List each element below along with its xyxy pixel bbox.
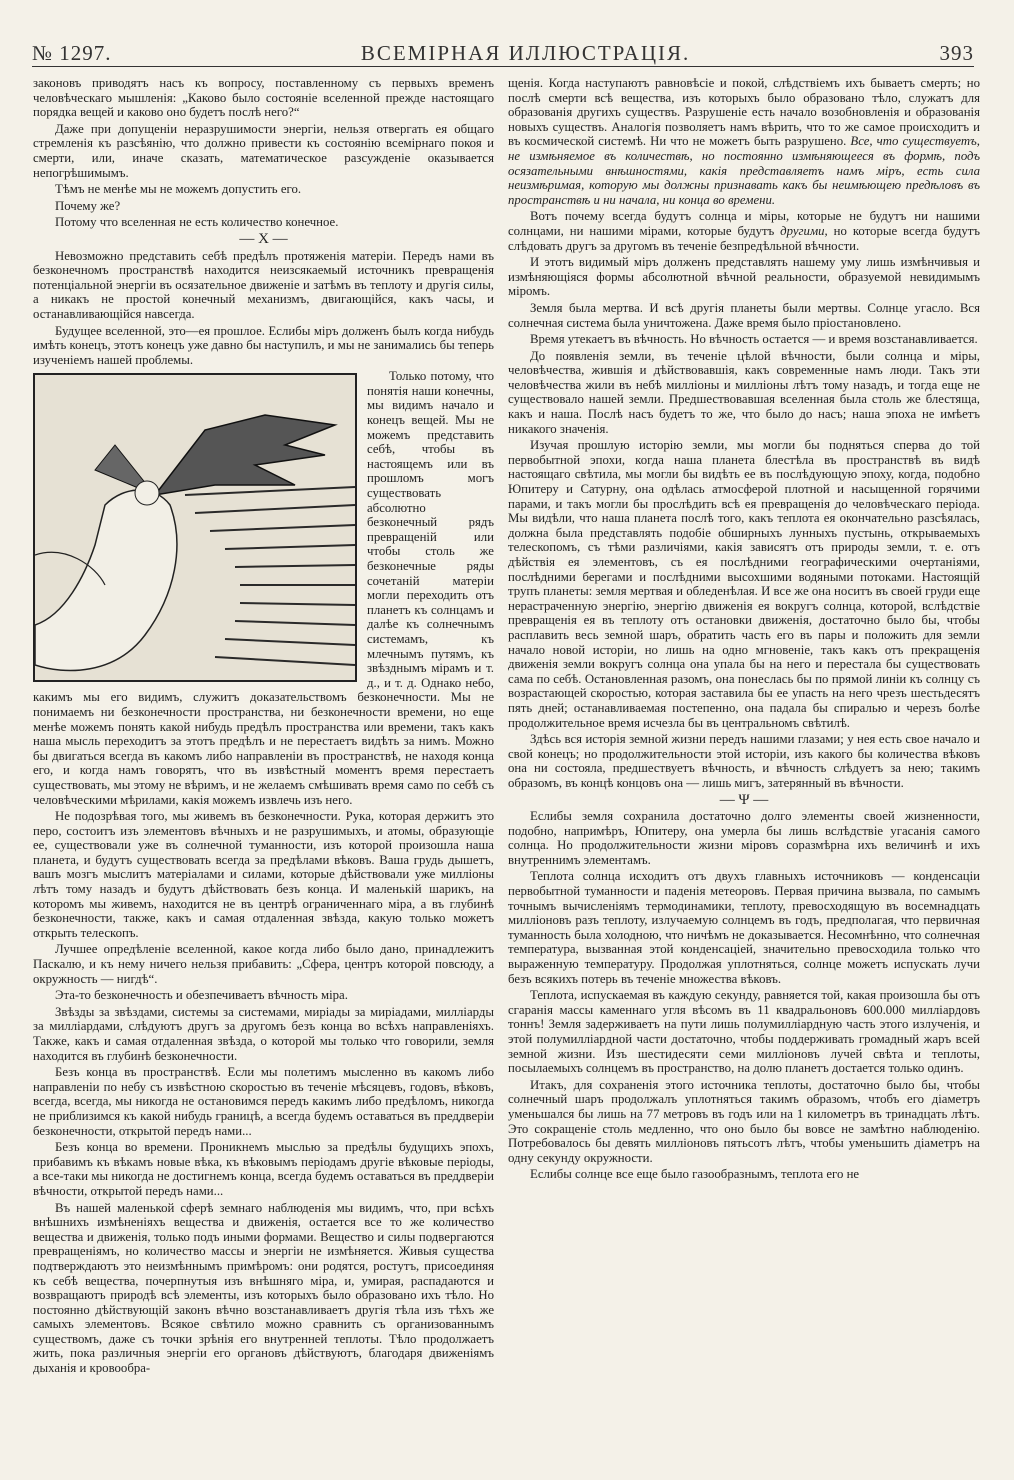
paragraph: Только потому, что понятія наши конечны, мы видимъ начало и конецъ вещей. Мы не можемъ представить себѣ, чтобы въ настоящемъ или въ прошломъ могъ существовать абсолютно безконечный рядъ превращеній или чтобы столь же безконечные ряды сочетаній матеріи могли переходить отъ планетъ къ солнцамъ и далѣе къ солнечнымъ системамъ, къ млечнымъ путямъ, къ звѣзднымъ мірамъ и т. д., и т. д. Однако небо, какимъ мы его видимъ, служитъ доказательствомъ безконечности. Мы не понимаемъ ни безконечности пространства, ни безконечности времени, но еще менѣе можемъ понять какой нибудь предѣлъ пространства или времени, такъ какъ наша мысль переходитъ за этотъ предѣлъ и не перестаетъ видѣть за нимъ. Можно бы двигаться всегда въ какомъ либо направленіи въ пространствѣ, не находя конца его, и когда намъ говорятъ, что въ извѣстный моментъ время перестаетъ существовать, мы этому не вѣримъ, и не желаемъ смѣшивать время само по себѣ съ человѣческими мѣрилами, какія можемъ извлечь изъ него. bbox=[33, 369, 494, 807]
paragraph: Еслибы земля сохранила достаточно долго элементы своей жизненности, подобно, напримѣръ, Юпитеру, она умерла бы лишь вслѣдствіе угасанія самого солнца. Но продолжительности жизни міровъ соразмѣрна ихъ величинѣ и ихъ внутреннимъ элементамъ. bbox=[508, 809, 980, 867]
paragraph: Почему же? bbox=[55, 198, 121, 213]
paragraph: Еслибы солнце все еще было газообразнымъ, теплота его не bbox=[530, 1167, 860, 1182]
paragraph: Безъ конца во времени. Проникнемъ мыслью за предѣлы будущихъ эпохъ, прибавимъ къ вѣкамъ новые вѣка, къ вѣковымъ періодамъ другіе вѣковые періоды, а все-таки мы никогда не достигнемъ конца, всегда будемъ оставаться въ преддверіи вѣчности, открытой передъ нами... bbox=[33, 1140, 494, 1198]
paragraph bbox=[508, 76, 980, 207]
paragraph: Даже при допущеніи неразрушимости энергіи, нельзя отвергать ея общаго стремленія къ разсѣянію, что должно привести къ состоянію всемірнаго покоя и смерти, или, иначе сказать, математическое разсужденіе оказывается непогрѣшимымъ. bbox=[33, 121, 494, 180]
italic-word: другими, bbox=[780, 223, 828, 238]
section-marker-x: — X — bbox=[239, 230, 288, 247]
paragraph bbox=[508, 209, 980, 253]
paragraph: Тѣмъ не менѣе мы не можемъ допустить его. bbox=[55, 182, 302, 197]
paragraph: До появленія земли, въ теченіе цѣлой вѣчности, были солнца и міры, человѣчества, жившія и дѣйствовавшія, какъ современные намъ люди. Такъ эти человѣчества жили въ небѣ милліоны и милліоны лѣтъ тому назадъ, и тогда еще не существовало нашей земли. Предшествовавшая вселенная была столь же блестяща, какъ и наша. Послѣ насъ будетъ то же, что было до насъ; наша эпоха не имѣетъ никакого значенія. bbox=[508, 348, 980, 436]
paragraph: законовъ приводятъ насъ къ вопросу, поставленному съ первыхъ временъ человѣческаго мышленія: „Каково было состояніе вселенной прежде настоящаго порядка вещей и каково оно будетъ послѣ него?“ bbox=[33, 76, 494, 120]
paragraph: Итакъ, для сохраненія этого источника теплоты, достаточно было бы, чтобы солнечный шаръ продолжалъ уплотняться такимъ образомъ, чтобъ его діаметръ уменьшался бы лишь на 77 метровъ въ годъ или на 1 километръ въ тринадцать лѣтъ. Это сокращеніе столь медленно, что оно было бы вовсе не замѣтно наблюденію. Потребовалось бы девять милліоновъ пятьсотъ лѣтъ, чтобы уменьшить діаметръ на одну секунду окружности. bbox=[508, 1077, 980, 1165]
paragraph: И этотъ видимый міръ долженъ представлять нашему уму лишь измѣнчивыя и измѣняющіяся формы абсолютной вѣчной реальности, образуемой невидимымъ міромъ. bbox=[508, 255, 980, 299]
paragraph: Земля была мертва. И всѣ другія планеты были мертвы. Солнце угасло. Вся солнечная система была уничтожена. Даже время было пріостановлено. bbox=[508, 300, 980, 330]
right-column bbox=[508, 76, 980, 1184]
paragraph: Будущее вселенной, это—ея прошлое. Еслибы міръ долженъ былъ когда нибудь имѣть конецъ, этотъ конецъ уже давно бы наступилъ, и мы не занимались бы теперь изученіемъ нашей проблемы. bbox=[33, 323, 494, 367]
paragraph: Потому что вселенная не есть количество конечное. bbox=[55, 215, 339, 230]
journal-title: ВСЕМІРНАЯ ИЛЛЮСТРАЦІЯ. bbox=[360, 41, 691, 65]
paragraph: Въ нашей маленькой сферѣ земнаго наблюденія мы видимъ, что, при всѣхъ внѣшнихъ измѣненіяхъ вещества и движенія, остается все то же количество вещества и движенія, только подъ иными формами. Вещество и силы подвергаются превращеніямъ, но количество массы и энергіи не измѣняется. Живыя существа подтверждаютъ это неизмѣннымъ примѣромъ: они родятся, ростутъ, присоединяя къ себѣ вещества, почерпнутыя изъ внѣшняго міра, и, умирая, распадаются и возвращаютъ природѣ всѣ элементы, изъ которыхъ было образовано ихъ тѣло. Но постоянно дѣйствующій законъ вѣчно возстанавливаетъ другія тѣла изъ тѣхъ же самыхъ элементовъ. Всякое свѣтило можно сравнить съ организованнымъ существомъ, даже съ точки зрѣнія его внутренней теплоты. Тѣло продолжаетъ жить, пока различныя энергіи его органовъ дѣйствуютъ, благодаря движеніямъ дыханія и кровообра- bbox=[33, 1200, 494, 1376]
paragraph: Здѣсь вся исторія земной жизни передъ нашими глазами; у нея есть свое начало и свой конецъ; но продолжительности этой исторіи, изъ какого бы количества вѣковъ она ни состояла, предшествуетъ вѣчность, и вѣчность слѣдуетъ за нею; такимъ образомъ, въ концѣ концовъ она — лишь мигъ, затерянный въ вѣчности. bbox=[508, 732, 980, 790]
paragraph: Изучая прошлую исторію земли, мы могли бы подняться сперва до той первобытной эпохи, когда наша планета блестѣла въ пространствѣ въ видѣ настоящаго свѣтила, мы могли бы видѣть ее въ послѣдующую эпоху, когда, подобно Юпитеру и Сатурну, она одѣлась атмосферой плотной и насыщенной горячими парами, и такъ могли бы прослѣдить всѣ ея превращенія до человѣческаго періода. Мы видѣли, что наша планета послѣ того, какъ теплота ея окончательно разсѣялась, должна была представлять подобіе обширныхъ лунныхъ пустынь, открываемыхъ телескопомъ, съ тѣми различіями, какія зависятъ отъ природы земли, т. е. отъ дѣйствія ея элементовъ, съ ея послѣдними географическими очертаніями, послѣдними берегами и послѣдними высохшими водяными потоками. Настоящій трупъ планеты: земля мертвая и обледенѣлая. И все же она носитъ въ своей груди еще нерастраченную энергію, энергію движенія ея вокругъ солнца, которой, вслѣдствіе превращенія ея въ теплоту отъ остановки движенія, достаточно было бы, чтобы расплавить весь земной шаръ, обратить часть его въ пары и положить для земли начало новой исторіи, но лишь на одно мгновеніе, такъ какъ отъ прекращенія движенія земли вокругъ солнца она упала бы на него и перестала бы существовать сама по себѣ. Остановленная разомъ, она понеслась бы по прямой линіи къ солнцу съ возрастающей скоростью, которая заставила бы ее упасть на него чрезъ шестьдесятъ пять дней; останавливаемая постепенно, она падала бы спиралью и черезъ болѣе продолжительное время исчезла бы въ центральномъ свѣтилѣ. bbox=[508, 438, 980, 730]
section-marker-psi: — Ψ — bbox=[719, 791, 769, 808]
paragraph-text: Вотъ почему всегда будутъ солнца и міры, которые не будутъ ни нашими солнцами, ни нашими мірами, которые будутъ bbox=[508, 209, 980, 238]
paragraph: Эта-то безконечность и обезпечиваетъ вѣчность міра. bbox=[55, 988, 348, 1003]
paragraph: Теплота солнца исходитъ отъ двухъ главныхъ источниковъ — конденсаціи первобытной туманности и паденія метеоровъ. Первая причина вызвала, по самымъ точнымъ вычисленіямъ термодинамики, теплоту, превосходящую въ восемнадцать милліоновъ разъ теплоту, излучаемую солнцемъ въ годъ, предполагая, что первичная туманность была холодною, что ничѣмъ не доказывается. Несомнѣнно, что солнечная температура, вызванная этой конденсаціей, значительно превосходила только что выраженную температуру. Продолжая уплотняться, солнце можетъ испускать лучи безъ всякихъ потерь въ теченіе множества вѣковъ. bbox=[508, 869, 980, 986]
illustration-winged-figure bbox=[33, 373, 357, 682]
paragraph: Лучшее опредѣленіе вселенной, какое когда либо было дано, принадлежитъ Паскалю, и къ нему ничего нельзя прибавить: „Сфера, центръ которой повсюду, а окружность — нигдѣ“. bbox=[33, 942, 494, 986]
paragraph-text: но которые всегда будутъ слѣдовать другъ за другомъ въ теченіе безпредѣльной вѣчности. bbox=[508, 223, 980, 253]
paragraph: Время утекаетъ въ вѣчность. Но вѣчность остается — и время возстанавливается. bbox=[530, 332, 978, 347]
issue-number: № 1297. bbox=[32, 41, 112, 65]
paragraph: Безъ конца въ пространствѣ. Если мы полетимъ мысленно въ какомъ либо направленіи по небу съ извѣстною скоростью въ теченіе мѣсяцевъ, годовъ, вѣковъ, всегда, всегда, мы никогда не остановимся передъ какимъ либо предѣломъ, никогда не приблизимся къ какой нибудь границѣ, а всегда будемъ оставаться въ преддверіи безконечности, открытой передъ нами... bbox=[33, 1065, 494, 1138]
page-header bbox=[32, 38, 974, 67]
left-column bbox=[33, 76, 494, 1378]
illustration-drawing bbox=[35, 375, 355, 680]
page-number: 393 bbox=[939, 41, 974, 65]
italic-passage: Все, что существуетъ, не измѣняемое въ количествѣ, но постоянно измѣняющееся въ формѣ, подъ осязательными внѣшностями, какія представляетъ намъ міръ, есть сила неизмѣримая, которую мы должны признавать какъ бы неимѣющею предѣловъ въ пространствѣ и ни начала, ни конца во времени. bbox=[508, 134, 980, 207]
paragraph: Невозможно представить себѣ предѣлъ протяженія матеріи. Передъ нами въ безконечномъ пространствѣ находится неизсякаемый источникъ превращенія потенціальной энергіи въ осязательное движеніе и затѣмъ въ теплоту и другія силы, а никакъ не простой конечный механизмъ, двигающійся, какъ часы, и останавливающійся навсегда. bbox=[33, 248, 494, 321]
paragraph: Теплота, испускаемая въ каждую секунду, равняется той, какая произошла бы отъ сгаранія массы каменнаго угля вѣсомъ въ 11 квадральоновъ 600.000 милліардовъ тоннъ! Земля задерживаетъ на пути лишь полумилліардную часть этого излученія, и этой полумилліардной части достаточно, чтобы поддерживать громадный жаръ всей земной жизни. Изъ шестидесяти семи милліоновъ лучей свѣта и теплоты, посылаемыхъ солнцемъ въ пространство, на долю планетъ достается только одинъ. bbox=[508, 988, 980, 1076]
paragraph: Не подозрѣвая того, мы живемъ въ безконечности. Рука, которая держитъ это перо, состоитъ изъ элементовъ вѣчныхъ и не разрушимыхъ, и атомы, образующіе ее, существовали уже въ солнечной туманности, изъ которой произошла наша планета, и будутъ существовать всегда за предѣлами вѣковъ. Ваша грудь дышетъ, вашъ мозгъ мыслитъ матеріалами и силами, которые дѣйствовали уже милліоны лѣтъ тому назадъ и будутъ дѣйствовать безъ конца. И маленькій шарикъ, на которомъ мы живемъ, находится не въ центрѣ ограниченнаго міра, а въ глубинѣ безконечности, также, какъ и самая отдаленная звѣзда, какую только можетъ открыть телескопъ. bbox=[33, 809, 494, 940]
paragraph: Звѣзды за звѣздами, системы за системами, миріады за миріадами, милліарды за милліардами, слѣдуютъ другъ за другомъ безъ конца во всѣхъ направленіяхъ. Также, какъ и самая отдаленная звѣзда, о которой мы только что говорили, земля находится въ глубинѣ безконечности. bbox=[33, 1004, 494, 1063]
paragraph-text: щенія. Когда наступаютъ равновѣсіе и покой, слѣдствіемъ ихъ бываетъ смерть; но послѣ смерти всѣ вещества, изъ которыхъ было образовано тѣло, служатъ для образованія другихъ существъ. Разрушеніе есть начало возобновленія и образованія новыхъ существъ. Аналогія позволяетъ намъ вѣрить, что то же самое происходитъ и въ космической системѣ. Ни что не можетъ быть разрушено. bbox=[508, 76, 980, 149]
